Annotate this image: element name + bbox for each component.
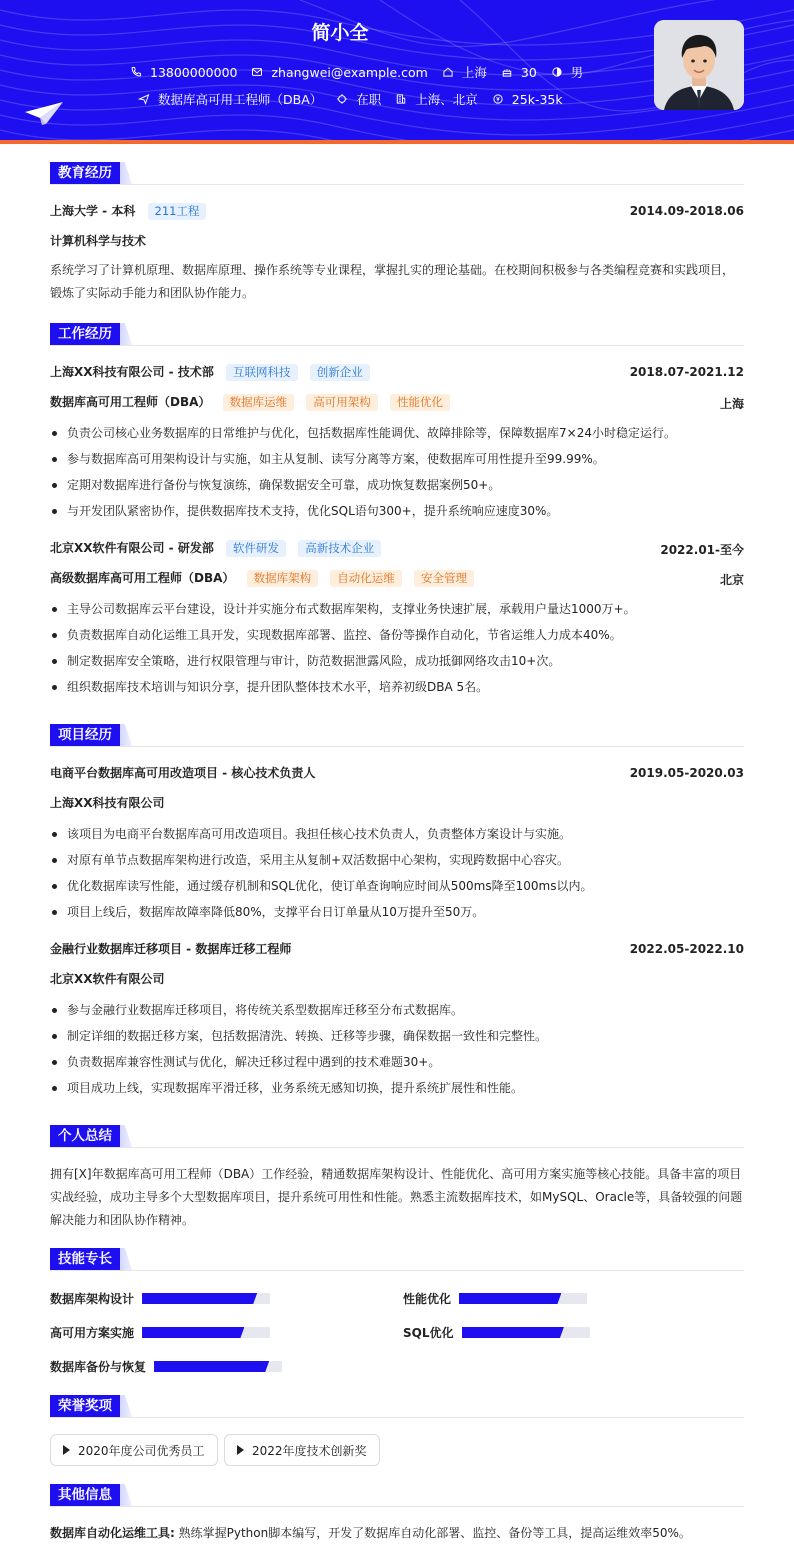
- job-bullet: 组织数据库技术培训与知识分享，提升团队整体技术水平，培养初级DBA 5名。: [50, 678, 744, 696]
- project-name: 金融行业数据库迁移项目 - 数据库迁移工程师: [50, 942, 292, 956]
- resume-header: [0, 0, 794, 140]
- target-city-text: 上海、北京: [415, 92, 478, 107]
- job-skill-tag: 高可用架构: [306, 394, 378, 411]
- other-info-row: [50, 1522, 744, 1545]
- candidate-name: 简小全: [311, 22, 369, 44]
- age-item: [501, 65, 537, 80]
- award-name: 2020年度公司优秀员工: [78, 1443, 205, 1458]
- section-divider: [50, 184, 744, 185]
- phone-icon: [130, 66, 142, 78]
- contact-row: [130, 63, 597, 81]
- summary-line-3: 解决能力和团队协作精神。: [50, 1213, 195, 1227]
- skill-name: 数据库架构设计: [50, 1292, 135, 1306]
- job-role-row: [50, 391, 744, 414]
- school-name: 上海大学 - 本科: [50, 204, 136, 218]
- job-location: 北京: [719, 573, 744, 587]
- section-other-title: [50, 1484, 132, 1506]
- section-divider: [50, 345, 744, 346]
- section-tail: [120, 1125, 132, 1147]
- skill-item: [403, 1290, 587, 1307]
- section-tail: [120, 1248, 132, 1270]
- email-item: [251, 65, 427, 80]
- section-work-title: [50, 323, 132, 345]
- section-divider: [50, 1147, 744, 1148]
- section-projects-title: [50, 724, 132, 746]
- award-name: 2022年度技术创新奖: [252, 1443, 367, 1458]
- section-tail: [120, 1484, 132, 1506]
- project-bullet: 负责数据库兼容性测试与优化，解决迁移过程中遇到的技术难题30+。: [50, 1053, 744, 1071]
- skill-item: [403, 1324, 590, 1341]
- project-bullet: 制定详细的数据迁移方案，包括数据清洗、转换、迁移等步骤，确保数据一致性和完整性。: [50, 1027, 744, 1045]
- skill-name: SQL优化: [403, 1326, 454, 1340]
- triangle-icon: [237, 1445, 244, 1455]
- section-tail: [120, 162, 132, 184]
- project-bullet: 项目上线后，数据库故障率降低80%，支撑平台日订单量从10万提升至50万。: [50, 903, 744, 921]
- status-icon: [336, 93, 348, 105]
- job-skill-tag: 安全管理: [414, 570, 474, 587]
- home-icon: [442, 66, 454, 78]
- status-text: 在职: [356, 92, 382, 107]
- skill-item: [50, 1290, 270, 1307]
- position-item: [138, 90, 322, 108]
- skill-name: 数据库备份与恢复: [50, 1360, 147, 1374]
- section-label: 其他信息: [50, 1484, 120, 1506]
- job-skill-tag: 自动化运维: [330, 570, 402, 587]
- summary-line-2: 实战经验，成功主导多个大型数据库项目，提升系统可用性和性能。熟悉主流数据库技术，如MySQL、Oracle等，具备较强的问题: [50, 1190, 743, 1204]
- email-text: zhangwei@example.com: [271, 64, 428, 80]
- skill-bar: [142, 1293, 270, 1304]
- other-info-text: 熟练掌握Python脚本编写，开发了数据库自动化部署、监控、备份等工具，提高运维效率50%。: [178, 1526, 691, 1540]
- job-tag: 高新技术企业: [298, 540, 381, 557]
- skill-bar: [459, 1293, 587, 1304]
- triangle-icon: [63, 1445, 70, 1455]
- section-label: 项目经历: [50, 724, 120, 746]
- job-date: 2018.07-2021.12: [629, 365, 744, 379]
- job-location: 上海: [719, 397, 744, 411]
- section-divider: [50, 1417, 744, 1418]
- skill-bar-fill: [142, 1327, 244, 1338]
- job-company-row: [50, 537, 744, 560]
- city-item: [442, 63, 487, 81]
- job-role: 高级数据库高可用工程师（DBA）: [50, 571, 235, 585]
- city-text: 上海: [461, 65, 487, 80]
- job-bullet: 负责公司核心业务数据库的日常维护与优化，包括数据库性能调优、故障排除等，保障数据库7×24小时稳定运行。: [50, 424, 744, 442]
- section-label: 荣誉奖项: [50, 1395, 120, 1417]
- project-date: 2022.05-2022.10: [629, 942, 744, 956]
- gender-item: [551, 63, 584, 81]
- skill-bar: [462, 1327, 590, 1338]
- section-divider: [50, 1270, 744, 1271]
- paper-plane-icon: [24, 100, 64, 126]
- school-tag: 211工程: [148, 203, 207, 220]
- section-skills-title: [50, 1248, 132, 1270]
- phone-item: [130, 65, 237, 80]
- project-bullet: 参与金融行业数据库迁移项目，将传统关系型数据库迁移至分布式数据库。: [50, 1001, 744, 1019]
- section-tail: [120, 1395, 132, 1417]
- job-skill-tag: 性能优化: [390, 394, 450, 411]
- job-skill-tag: 数据库架构: [247, 570, 319, 587]
- target-city-item: [395, 90, 478, 108]
- education-major: 计算机科学与技术: [50, 234, 147, 248]
- job-intent-row: [138, 90, 577, 108]
- skill-bar: [154, 1361, 282, 1372]
- skill-bar-fill: [462, 1327, 564, 1338]
- job-bullet: 制定数据库安全策略，进行权限管理与审计，防范数据泄露风险，成功抵御网络攻击10+次。: [50, 652, 744, 670]
- skill-name: 高可用方案实施: [50, 1326, 135, 1340]
- project-bullet: 该项目为电商平台数据库高可用改造项目。我担任核心技术负责人，负责整体方案设计与实施。: [50, 825, 744, 843]
- summary-line-1: 拥有[X]年数据库高可用工程师（DBA）工作经验，精通数据库架构设计、性能优化、高可用方案实施等核心技能。具备丰富的项目: [50, 1167, 742, 1181]
- job-tag: 创新企业: [310, 364, 370, 381]
- email-icon: [251, 66, 263, 78]
- section-label: 教育经历: [50, 162, 120, 184]
- job-tag: 软件研发: [226, 540, 286, 557]
- age-text: 30: [520, 64, 537, 80]
- education-desc-line-1: 系统学习了计算机原理、数据库原理、操作系统等专业课程，掌握扎实的理论基础。在校期间积极参与各类编程竞赛和实践项目，: [50, 263, 735, 277]
- section-summary-title: [50, 1125, 132, 1147]
- project-bullet: 优化数据库读写性能，通过缓存机制和SQL优化，使订单查询响应时间从500ms降至100ms以内。: [50, 877, 744, 895]
- job-bullet: 主导公司数据库云平台建设，设计并实施分布式数据库架构，支撑业务快速扩展，承载用户量达1000万+。: [50, 600, 744, 618]
- skill-bar: [142, 1327, 270, 1338]
- cake-icon: [501, 66, 513, 78]
- job-bullet: 负责数据库自动化运维工具开发，实现数据库部署、监控、备份等操作自动化，节省运维人力成本40%。: [50, 626, 744, 644]
- education-date: 2014.09-2018.06: [629, 204, 744, 218]
- job-company: 北京XX软件有限公司 - 研发部: [50, 541, 214, 555]
- job-bullet: 参与数据库高可用架构设计与实施，如主从复制、读写分离等方案，使数据库可用性提升至99.99%。: [50, 450, 744, 468]
- job-tag: 互联网科技: [226, 364, 298, 381]
- status-item: [336, 90, 381, 108]
- award-item: [50, 1434, 218, 1466]
- building-icon: [395, 93, 407, 105]
- money-icon: [492, 93, 504, 105]
- section-education-title: [50, 162, 132, 184]
- gender-text: 男: [570, 65, 584, 80]
- salary-item: [492, 92, 563, 107]
- job-date: 2022.01-至今: [660, 543, 744, 557]
- avatar: [654, 20, 744, 110]
- section-tail: [120, 724, 132, 746]
- position-text: 数据库高可用工程师（DBA）: [158, 92, 323, 107]
- skill-name: 性能优化: [403, 1292, 452, 1306]
- job-role: 数据库高可用工程师（DBA）: [50, 395, 211, 409]
- skill-item: [50, 1358, 282, 1375]
- project-name: 电商平台数据库高可用改造项目 - 核心技术负责人: [50, 766, 316, 780]
- project-bullet: 项目成功上线，实现数据库平滑迁移，业务系统无感知切换，提升系统扩展性和性能。: [50, 1079, 744, 1097]
- section-label: 工作经历: [50, 323, 120, 345]
- section-tail: [120, 323, 132, 345]
- project-date: 2019.05-2020.03: [629, 766, 744, 780]
- skill-item: [50, 1324, 270, 1341]
- avatar-illustration: [654, 20, 744, 110]
- salary-text: 25k-35k: [511, 91, 563, 107]
- job-bullet: 与开发团队紧密协作，提供数据库技术支持，优化SQL语句300+，提升系统响应速度30%。: [50, 502, 744, 520]
- phone-text: 13800000000: [150, 64, 238, 80]
- award-item: [224, 1434, 380, 1466]
- section-label: 技能专长: [50, 1248, 120, 1270]
- job-skill-tag: 数据库运维: [223, 394, 295, 411]
- project-bullet: 对原有单节点数据库架构进行改造，采用主从复制+双活数据中心架构，实现跨数据中心容灾。: [50, 851, 744, 869]
- skill-bar-fill: [154, 1361, 269, 1372]
- job-bullet: 定期对数据库进行备份与恢复演练，确保数据安全可靠，成功恢复数据案例50+。: [50, 476, 744, 494]
- job-company: 上海XX科技有限公司 - 技术部: [50, 365, 214, 379]
- section-divider: [50, 746, 744, 747]
- section-awards-title: [50, 1395, 132, 1417]
- skill-bar-fill: [459, 1293, 561, 1304]
- section-divider: [50, 1506, 744, 1507]
- header-accent-line: [0, 140, 794, 144]
- gender-icon: [551, 66, 563, 78]
- project-company: 上海XX科技有限公司: [50, 796, 165, 810]
- skill-bar-fill: [142, 1293, 257, 1304]
- job-role-row: [50, 567, 744, 590]
- section-label: 个人总结: [50, 1125, 120, 1147]
- education-desc-line-2: 锻炼了实际动手能力和团队协作能力。: [50, 286, 255, 300]
- other-info-label: 数据库自动化运维工具:: [50, 1526, 175, 1540]
- project-company: 北京XX软件有限公司: [50, 972, 165, 986]
- send-icon: [138, 93, 150, 105]
